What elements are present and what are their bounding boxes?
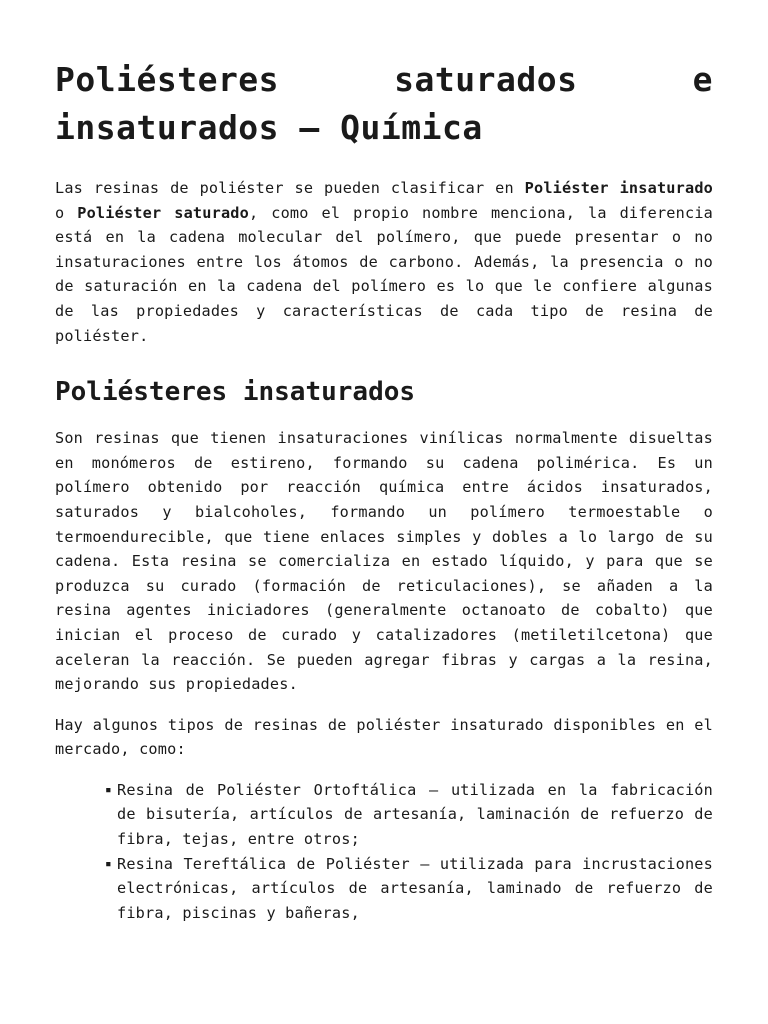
list-item bbox=[105, 852, 713, 926]
bullet-icon: ▪ bbox=[105, 856, 112, 870]
section-paragraph-2: Hay algunos tipos de resinas de poliéster insaturado disponibles en el mercado, como: bbox=[55, 715, 713, 759]
list-item bbox=[105, 778, 713, 852]
intro-bold-saturated: Poliéster saturado bbox=[77, 203, 249, 222]
section-heading-unsaturated: Poliésteres insaturados bbox=[55, 377, 416, 408]
intro-bold-unsaturated: Poliéster insaturado bbox=[524, 179, 714, 197]
list-item-text: Resina de Poliéster Ortoftálica – utilizada en la fabricación de bisutería, artículos de artesanía, laminación de refuerzo de fibra, tejas, entre otros; bbox=[117, 780, 713, 849]
resin-types-list bbox=[55, 778, 713, 926]
intro-text-1: Las resinas de poliéster se pueden clasificar en bbox=[55, 179, 525, 197]
intro-text-3: , como el propio nombre menciona, la diferencia está en la cadena molecular del polímero, que puede presentar o no insaturaciones entre los átomos de carbono. Además, la presencia o no de saturación en la cadena del polímero es lo que le confiere algunas de las propiedades y características de cada tipo de resina de poliéster. bbox=[55, 203, 714, 345]
list-item-text: Resina Tereftálica de Poliéster – utilizada para incrustaciones electrónicas, artículos de artesanía, laminado de refuerzo de fibra, piscinas y bañeras, bbox=[117, 854, 713, 922]
bullet-icon: ▪ bbox=[105, 782, 112, 796]
intro-paragraph bbox=[55, 176, 713, 348]
intro-text-2: o bbox=[55, 203, 78, 222]
section-paragraph-1: Son resinas que tienen insaturaciones vinílicas normalmente disueltas en monómeros de estireno, formando su cadena polimérica. Es un polímero obtenido por reacción química entre ácidos insaturados, saturados y bialcoholes, formando un polímero termoestable o termoendurecible, que tiene enlaces simples y dobles a lo largo de su cadena. Esta resina se comercializa en estado líquido, y para que se produzca su curado (formación de reticulaciones), se añaden a la resina agentes iniciadores (generalmente octanoato de cobalto) que inician el proceso de curado y catalizadores (metiletilcetona) que aceleran la reacción. Se pueden agregar fibras y cargas a la resina, mejorando sus propiedades. bbox=[55, 429, 713, 694]
page-title: Poliésteres saturados e insaturados – Química bbox=[55, 60, 713, 147]
